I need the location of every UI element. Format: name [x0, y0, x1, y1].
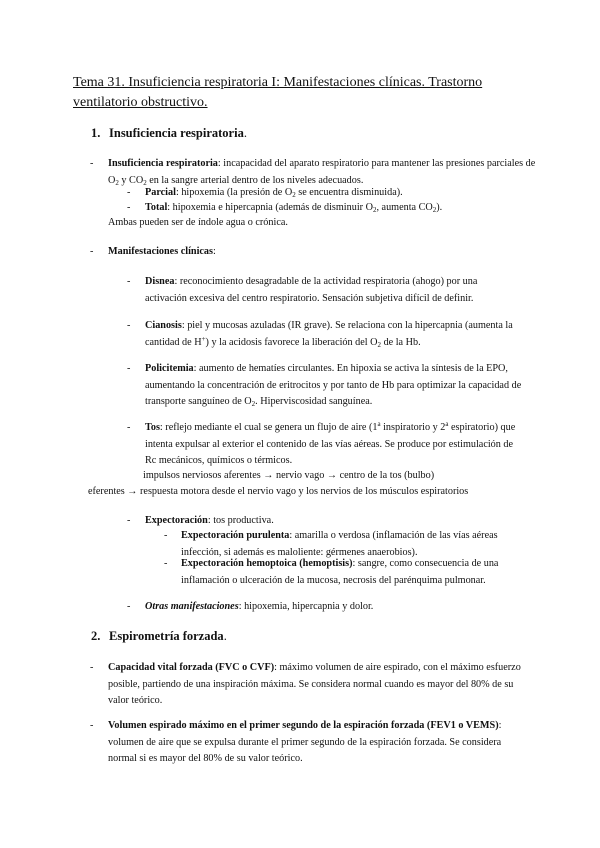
bullet-dash: -: [127, 363, 131, 374]
manifestaciones-heading: Manifestaciones clínicas:: [108, 246, 216, 257]
bullet-dash: -: [127, 187, 131, 198]
total-item: Total: hipoxemia e hipercapnia (además de disminuir $O_2$, aumenta $CO_2$).: [145, 202, 443, 214]
bullet-dash: -: [90, 158, 94, 169]
bullet-dash: -: [90, 720, 94, 731]
section-1-title: Insuficiencia respiratoria: [109, 126, 244, 140]
expectoracion-item: Expectoración: tos productiva.: [145, 515, 274, 526]
section-1-heading: [91, 125, 247, 141]
policitemia-item: Policitemia: aumento de hematíes circulantes. En hipoxia se activa la síntesis de la EPO, aumentando la concentración de eritrocitos y por tanto de Hb para optimizar la capacidad de transporte sanguíneo de $O_2$. Hiperviscosidad sanguínea.: [145, 363, 522, 408]
section-2-period: .: [223, 629, 227, 643]
bullet-dash: -: [127, 601, 131, 612]
document-title: Tema 31. Insuficiencia respiratoria I: Manifestaciones clínicas. Trastorno ventilatorio obstructivo.: [73, 75, 483, 110]
bullet-dash: -: [90, 246, 94, 257]
section-2-number: 2.: [91, 629, 101, 643]
tos-afferent-line: impulsos nerviosos aferentes → nervio vago → centro de la tos (bulbo): [143, 470, 435, 481]
cianosis-item: Cianosis: piel y mucosas azuladas (IR grave). Se relaciona con la hipercapnia (aumenta la cantidad de H+) y la acidosis favorece la liberación del $O_2$ de la Hb.: [145, 320, 513, 349]
section-1-number: 1.: [91, 126, 101, 140]
section-2-title: Espirometría forzada: [109, 629, 224, 643]
section-2-heading: [91, 628, 227, 644]
otras-item: Otras manifestaciones: hipoxemia, hipercapnia y dolor.: [145, 601, 374, 612]
disnea-item: Disnea: reconocimiento desagradable de la actividad respiratoria (ahogo) por una activación excesiva del centro respiratorio. Sensación subjetiva difícil de definir.: [145, 276, 478, 304]
fev1-item: Volumen espirado máximo en el primer segundo de la espiración forzada (FEV1 o VEMS): volumen de aire que se expulsa durante el primer segundo de la espiración forzada. Se considera normal si es mayor del 80% de su valor teórico.: [108, 720, 502, 764]
ambas-note: Ambas pueden ser de índole agua o crónica.: [108, 217, 288, 228]
definition-term: Insuficiencia respiratoria: [108, 158, 218, 169]
bullet-dash: -: [127, 515, 131, 526]
definition-paragraph: Insuficiencia respiratoria: incapacidad del aparato respiratorio para mantener las presiones parciales de $O_2$ y $CO_2$ en la sangre arterial dentro de los niveles adecuados.: [108, 158, 536, 187]
bullet-dash: -: [127, 422, 131, 433]
bullet-dash: -: [164, 558, 168, 569]
tos-item: Tos: reflejo mediante el cual se genera un flujo de aire (1$^a$ inspiratorio y 2$^a$ espiratorio) que intenta expulsar al exterior el contenido de las vías aéreas. Se produce por estimulación de Rc mecánicos, químicos o térmicos.: [145, 420, 516, 466]
bullet-dash: -: [164, 530, 168, 541]
bullet-dash: -: [127, 320, 131, 331]
purulenta-item: Expectoración purulenta: amarilla o verdosa (inflamación de las vías aéreas infección, si además es maloliente: gérmenes anaerobios).: [181, 530, 498, 558]
tos-efferent-line: eferentes → respuesta motora desde el nervio vago y los nervios de los músculos espiratorios: [88, 486, 469, 497]
bullet-dash: -: [90, 662, 94, 673]
section-1-period: .: [243, 126, 247, 140]
bullet-dash: -: [127, 202, 131, 213]
parcial-item: Parcial: hipoxemia (la presión de $O_2$ se encuentra disminuida).: [145, 187, 403, 199]
cvf-item: Capacidad vital forzada (FVC o CVF): máximo volumen de aire espirado, con el máximo esfuerzo posible, partiendo de una inspiración máxima. Se considera normal cuando es mayor del 80% de su valor teórico.: [108, 662, 521, 706]
hemoptoica-item: Expectoración hemoptoica (hemoptisis): sangre, como consecuencia de una inflamación o ulceración de la mucosa, necrosis del parénquima pulmonar.: [181, 558, 499, 586]
bullet-dash: -: [127, 276, 131, 287]
